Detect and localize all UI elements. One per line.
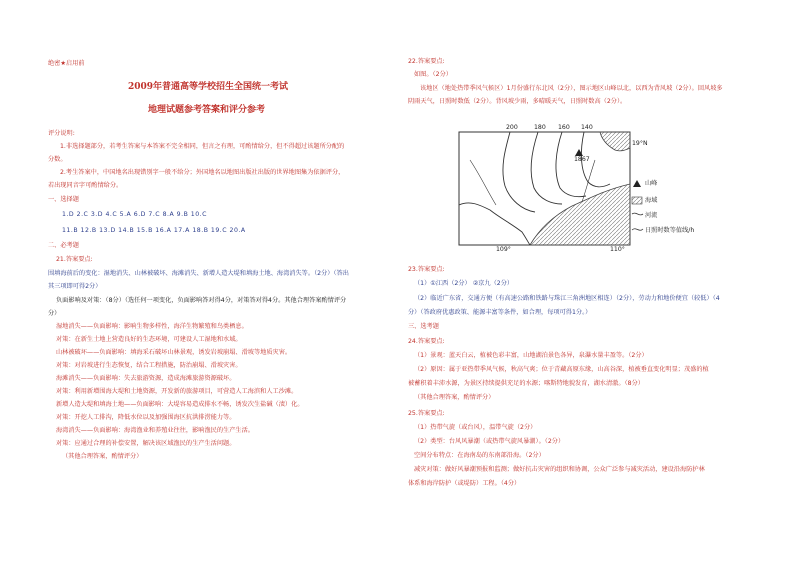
text-line: （1）热带气旋（或台风），温带气旋（2分） (414, 424, 537, 431)
legend-river-icon (632, 213, 643, 215)
text-line: 对策：应通过合理的补偿安置，解决该区域渔民的生产生活问题。 (56, 440, 236, 447)
text-line: 如图。（2分） (414, 71, 452, 78)
text-line: 被蓄积着丰沛水源，为景区持续提供充足的水源；喀斯特地貌发育，湖水清澈。（8分） (408, 380, 644, 387)
isoline-label-160: 160 (558, 124, 570, 131)
legend-peak-icon (633, 180, 641, 187)
text-line: 该地区（地处热带季风气候区）1月份盛行东北风（2分），图示地区山峰以北，以西为背风坡（2分）。回风坡多 (420, 85, 723, 92)
peak-icon (575, 149, 583, 156)
legend-sea-swatch (632, 197, 642, 204)
text-line: 减灾对策：做好风暴潮预报和监测；做好抗击灾害的组织和协调，公众广泛参与减灾活动，建设沿海防护林 (414, 466, 705, 473)
isoline-label-200: 200 (506, 124, 518, 131)
text-line: 22.答案要点: (408, 58, 445, 65)
text-line: 评分说明: (48, 130, 75, 137)
doc-title: 地理试题参考答案和评分参考 (148, 105, 266, 115)
exam-title: 2009年普通高等学校招生全国统一考试 (128, 82, 289, 92)
text-line: （其他合理答案，酌情评分） (414, 394, 495, 401)
text-line: 体系和海岸防护（或堤防）工程。（4分） (408, 480, 521, 487)
text-line: 分数。 (48, 156, 67, 163)
text-line: 对策：对岩坡进行生态恢复，结合工程措施，防治崩塌、滑坡灾害。 (56, 362, 242, 369)
text-line: （2）类型：台风风暴潮（或热带气旋风暴潮）。（2分） (414, 438, 565, 445)
text-line: 山林被破坏——负面影响：填海采石破坏山林景观，诱发岩坡崩塌、滑坡等地质灾害。 (56, 349, 292, 356)
text-line: 21.答案要点: (56, 256, 93, 263)
river (582, 160, 595, 202)
text-line: 其三项即可得2分） (48, 283, 102, 290)
text-line: 负面影响及对策：（8分）（选任何一项变化，负面影响答对得4分，对策答对得4分。其他合理答案酌情评分 (56, 297, 347, 304)
text-line: 23.答案要点: (408, 266, 445, 273)
sea-area-north (600, 132, 630, 151)
text-line: （1）①江西（2分） ②京九（2分） (414, 280, 514, 287)
text-line: 对策：开挖人工排沟，降低水位以及加强围海区抗洪排涝能力等。 (56, 414, 236, 421)
text-line: 分） (48, 310, 61, 317)
river (470, 160, 496, 205)
text-line: （2）临近广东省，交通方便（有高速公路和铁路与珠江三角洲地区相连）（2分），劳动力和地价便宜（较低）（4 (414, 295, 720, 302)
isoline-label-140: 140 (581, 124, 593, 131)
text-line: 围填海前后的变化：湿地消失、山林被破坏、海滩消失、新增人造大堤和填海土地、海湾消失等。（2分）（答出 (48, 270, 349, 277)
text-line: 一、选择题 (48, 196, 79, 203)
text-line: 海湾消失——负面影响：海湾渔业和养殖业往往，影响渔民的生产生活。 (56, 427, 254, 434)
coastline (459, 203, 530, 245)
isoline-160 (556, 132, 586, 197)
text-line: 1.D 2.C 3.D 4.C 5.A 6.D 7.C 8.A 9.B 10.C (62, 211, 207, 218)
text-line: 阴雨天气，日照时数低（2分）。背风坡少雨，多晴暖天气，日照时数高（2分）。 (408, 98, 627, 105)
text-line: 二、必考题 (48, 242, 79, 249)
longitude-label-right: 110° (610, 246, 625, 253)
text-line: （2）原因：属于亚热带季风气候，秋高气爽；位于青藏高原东缘，山高谷深，植被垂直变化明显；茂盛的植 (414, 366, 709, 373)
isoline-180 (531, 132, 562, 204)
text-line: 对策：利用新增围海大堤和土地资源，开发新的旅游项目，可营造人工海滨和人工沙滩。 (56, 388, 298, 395)
legend-label-sea: 海域 (645, 197, 658, 204)
text-line: 25.答案要点: (408, 410, 445, 417)
text-line: 分）（答政府优惠政策、能源丰富等条件，如合理，每项可得1分。） (408, 309, 592, 316)
text-line: 三、选考题 (408, 323, 439, 330)
legend-label-isoline: 日照时数等值线/h (645, 227, 695, 234)
text-line: 湿地消失——负面影响：影响生物多样性，海洋生物繁殖和鸟类栖息。 (56, 323, 248, 330)
peak-elevation-label: 1867 (574, 156, 590, 163)
latitude-label: 19°N (632, 140, 648, 147)
sea-area (530, 184, 630, 245)
text-line: （其他合理答案，酌情评分） (62, 453, 143, 460)
text-line: 11.B 12.B 13.D 14.B 15.B 16.A 17.A 18.B 19.C 20.A (62, 227, 246, 234)
legend-label-peak: 山峰 (645, 180, 658, 187)
map-frame (459, 132, 630, 245)
isoline-200 (503, 132, 535, 212)
secret-label: 绝密★启用前 (48, 60, 85, 67)
isoline-label-180: 180 (534, 124, 546, 131)
text-line: 对策：在新生土地上营造良好的生态环境，可建设人工湿地和水域。 (56, 336, 242, 343)
text-line: 空间分布特点：在海南岛的东南部沿海。（2分） (414, 452, 545, 459)
text-line: 24.答案要点: (408, 338, 445, 345)
text-line: 若出现同音字可酌情给分。 (48, 182, 123, 189)
legend-isoline-icon (632, 229, 643, 231)
text-line: 新增人造大堤和填海土地——负面影响：大堤容易造成排水不畅，诱发次生盐碱（渍）化。 (56, 401, 304, 408)
text-line: （1）景观：蓝天白云，植被色彩丰富，山地湖泊景色各异，泉瀑水量丰盈等。（2分） (414, 352, 648, 359)
text-line: 1.非选择题部分，若考生答案与本答案不完全相同，但言之有理，可酌情给分，但不得超过该题所分配的 (60, 143, 345, 150)
longitude-label-left: 109° (496, 246, 511, 253)
legend-label-river: 河流 (645, 212, 658, 219)
text-line: 2.考生答案中，中国地名出现错别字一般不给分；外国地名以地图出版社出版的世界地图集为依据评分， (60, 169, 345, 176)
text-line: 海滩消失——负面影响：失去旅游资源，造成海滩旅游资源破坏。 (56, 375, 236, 382)
